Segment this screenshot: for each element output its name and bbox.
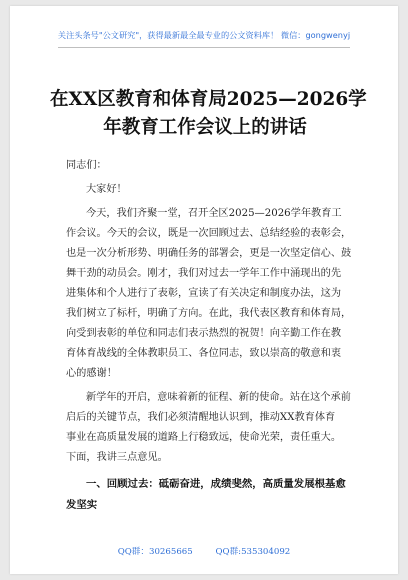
footer-qq-group-1: QQ群：30265665 xyxy=(117,547,193,557)
document-title xyxy=(50,86,367,142)
heading-line: 发坚实 xyxy=(66,499,98,511)
paragraph-line: 舞干劲的动员会。刚才，我们对过去一学年工作中涌现出的先 xyxy=(66,268,342,279)
paragraph-line: 启后的关键节点，我们必须清醒地认识到，推动XX教育体育 xyxy=(66,412,336,423)
paragraph-line: 我们树立了标杆，明确了方向。在此，我代表区教育和体育局， xyxy=(66,308,352,319)
salutation: 同志们： xyxy=(66,160,107,171)
greeting-line xyxy=(66,180,348,200)
title-line-1: 在XX区教育和体育局2025—2026学 xyxy=(50,89,367,110)
paragraph-line: 下面，我讲三点意见。 xyxy=(66,452,168,463)
footer-qq-group-2: QQ群:535304092 xyxy=(215,547,291,557)
paragraph-line: 育体育战线的全体教职员工、各位同志，致以崇高的敬意和衷 xyxy=(66,348,342,359)
paragraph-line: 也是一次分析形势、明确任务的部署会，更是一次坚定信心、鼓 xyxy=(66,248,352,259)
document-page xyxy=(10,6,398,574)
paragraph-line: 事业在高质量发展的道路上行稳致远，使命光荣，责任重大。 xyxy=(66,432,342,443)
paragraph-line: 向受到表彰的单位和同志们表示热烈的祝贺！向辛勤工作在教 xyxy=(66,328,342,339)
section-heading-1 xyxy=(66,474,348,516)
paragraph-line: 新学年的开启，意味着新的征程、新的使命。站在这个承前 xyxy=(86,392,351,403)
hello-text: 大家好！ xyxy=(86,184,127,195)
paragraph-line: 进集体和个人进行了表彰，宣读了有关决定和制度办法，这为 xyxy=(66,288,342,299)
paragraph-line: 心的感谢！ xyxy=(66,368,117,379)
paragraph-line: 今天，我们齐聚一堂，召开全区2025—2026学年教育工 xyxy=(86,208,342,219)
header-divider xyxy=(58,47,350,48)
paragraph-line: 作会议。今天的会议，既是一次回顾过去、总结经验的表彰会， xyxy=(66,228,352,239)
paragraph-opening xyxy=(66,204,352,384)
title-line-2: 年教育工作会议上的讲话 xyxy=(103,117,307,138)
footer-contact xyxy=(10,545,398,557)
heading-line: 一、回顾过去：砥砺奋进，成绩斐然，高质量发展根基愈 xyxy=(86,478,346,490)
paragraph-new-term xyxy=(66,388,351,468)
header-banner: 关注头条号"公文研究"，获得最新最全最专业的公文资料库！ 微信：gongwenyj xyxy=(57,30,351,40)
